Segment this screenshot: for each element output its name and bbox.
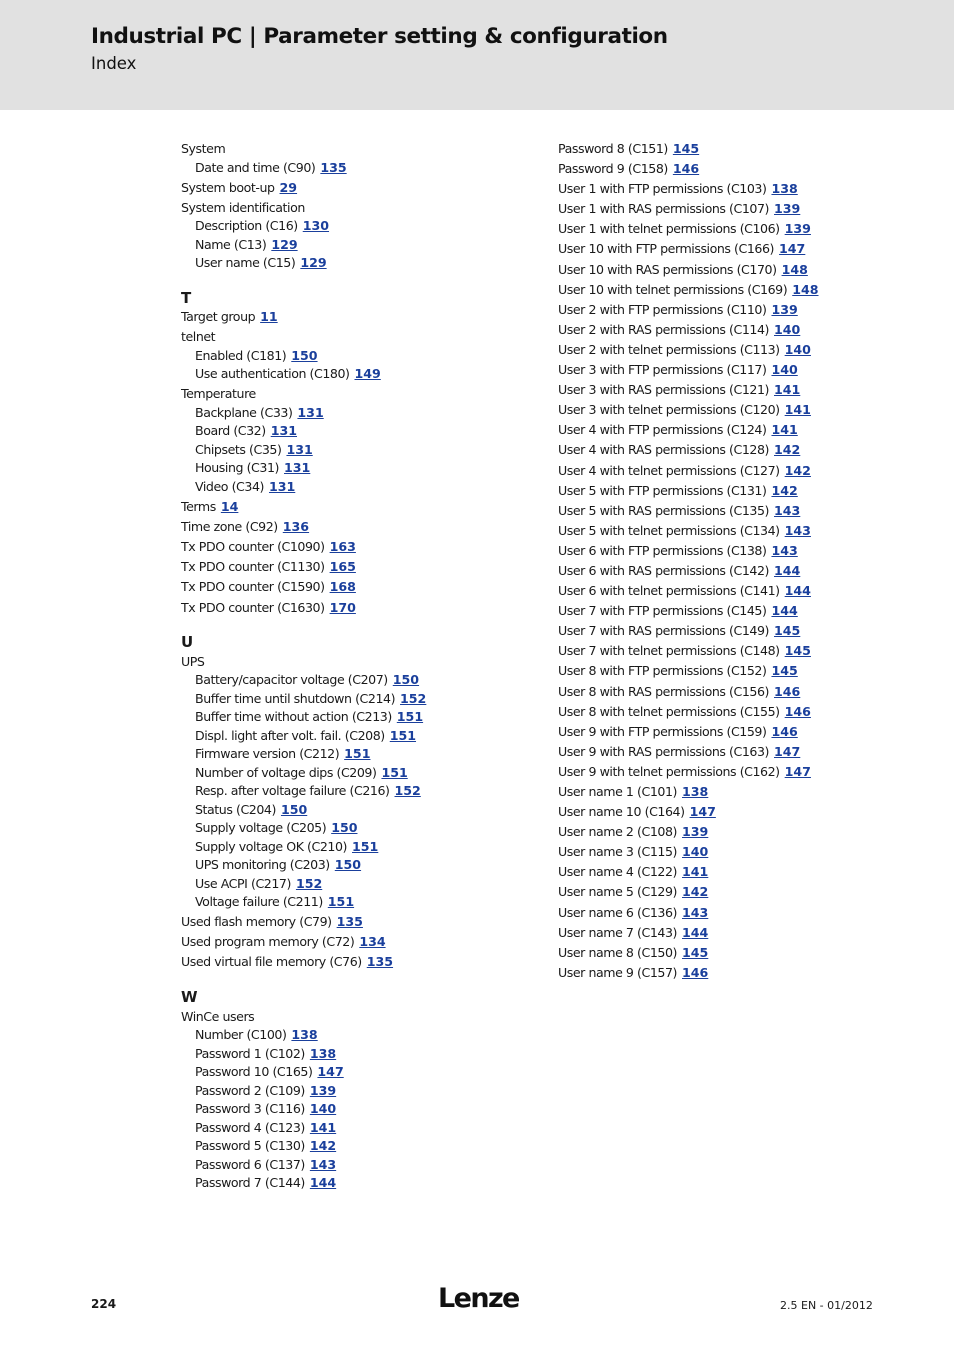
- page-reference-link[interactable]: 151: [381, 764, 408, 780]
- index-entry-text: Time zone (C92): [181, 519, 278, 535]
- index-entry: [558, 301, 928, 320]
- index-letter-heading: T: [181, 288, 192, 307]
- index-entry: [558, 361, 928, 380]
- page-reference-link[interactable]: 135: [366, 954, 394, 970]
- index-entry-text: Number (C100): [195, 1027, 287, 1042]
- index-entry: [558, 441, 928, 460]
- index-entry: [181, 764, 551, 783]
- page-reference-link[interactable]: 129: [300, 255, 327, 271]
- index-entry: [558, 582, 928, 601]
- index-entry: [558, 401, 928, 420]
- index-entry-text: User name 5 (C129): [558, 884, 677, 900]
- page-reference-link[interactable]: 147: [317, 1064, 344, 1079]
- index-entry: [181, 953, 551, 972]
- index-entry: [181, 1100, 551, 1119]
- index-entry: [558, 743, 928, 762]
- index-entry: [558, 261, 928, 280]
- page-reference-link[interactable]: 11: [260, 309, 278, 325]
- index-entry-text: Tx PDO counter (C1130): [181, 559, 325, 575]
- index-entry-text: Enabled (C181): [195, 347, 287, 363]
- index-entry: [181, 254, 551, 273]
- page-reference-link[interactable]: 131: [297, 404, 324, 420]
- index-entry: [181, 1026, 551, 1045]
- page-reference-link[interactable]: 151: [344, 746, 371, 762]
- page-reference-link[interactable]: 139: [682, 824, 709, 840]
- page-reference-link[interactable]: 145: [672, 141, 700, 156]
- index-entry-text: User name 7 (C143): [558, 924, 677, 940]
- page-reference-link[interactable]: 141: [771, 422, 798, 438]
- page-reference-link[interactable]: 170: [329, 599, 356, 615]
- index-entry: [558, 160, 928, 179]
- index-entry-text: User 6 with RAS permissions (C142): [558, 562, 769, 578]
- index-entry: [181, 671, 551, 690]
- page-reference-link[interactable]: 142: [784, 462, 811, 478]
- page-reference-link[interactable]: 152: [394, 783, 421, 799]
- page-reference-link[interactable]: 131: [286, 441, 313, 457]
- index-entry: [181, 459, 551, 478]
- index-entry-text: User name 9 (C157): [558, 964, 677, 980]
- index-entry: [558, 622, 928, 641]
- index-entry-text: Description (C16): [195, 218, 298, 234]
- index-entry-text: Password 8 (C151): [558, 141, 668, 156]
- index-entry-text: Number of voltage dips (C209): [195, 764, 377, 780]
- index-entry-text: User 5 with telnet permissions (C134): [558, 522, 780, 538]
- page-reference-link[interactable]: 144: [784, 583, 811, 599]
- index-entry: [181, 1045, 551, 1064]
- index-entry: [181, 933, 551, 952]
- index-entry: [558, 703, 928, 722]
- page-reference-link[interactable]: 151: [327, 894, 355, 910]
- index-entry: [558, 220, 928, 239]
- page-reference-link[interactable]: 138: [309, 1045, 337, 1061]
- index-entry-text: User 2 with RAS permissions (C114): [558, 321, 769, 337]
- index-entry: [181, 819, 551, 838]
- index-entry-text: User 7 with FTP permissions (C145): [558, 603, 767, 619]
- index-entry: [181, 599, 551, 618]
- index-entry: [558, 321, 928, 340]
- index-entry-text: UPS: [181, 653, 205, 669]
- page-reference-link[interactable]: 138: [682, 784, 709, 799]
- index-entry-text: Password 2 (C109): [195, 1082, 305, 1098]
- page-reference-link[interactable]: 145: [682, 944, 709, 960]
- page-reference-link[interactable]: 138: [771, 181, 798, 197]
- index-entry: [558, 803, 928, 822]
- index-entry-text: Video (C34): [195, 478, 264, 494]
- index-entry: [558, 662, 928, 681]
- index-entry-text: Terms: [181, 499, 216, 515]
- index-entry-text: Supply voltage OK (C210): [195, 838, 348, 854]
- index-entry: [558, 823, 928, 842]
- index-entry-text: System boot-up: [181, 179, 275, 195]
- page-reference-link[interactable]: 163: [329, 539, 356, 555]
- index-entry: [558, 502, 928, 521]
- page-reference-link[interactable]: 146: [774, 683, 801, 699]
- index-column-left: [181, 140, 551, 1193]
- page-reference-link[interactable]: 140: [784, 341, 811, 357]
- index-entry-text: Date and time (C90): [195, 159, 316, 175]
- index-entry-text: telnet: [181, 329, 216, 345]
- index-entry-text: User 10 with telnet permissions (C169): [558, 281, 788, 297]
- page-reference-link[interactable]: 146: [672, 161, 700, 177]
- index-entry-text: Housing (C31): [195, 460, 279, 476]
- index-entry-text: User 4 with RAS permissions (C128): [558, 442, 769, 458]
- index-entry: [181, 441, 551, 460]
- index-entry-text: User 10 with RAS permissions (C170): [558, 261, 777, 277]
- page-reference-link[interactable]: 143: [784, 522, 811, 538]
- page-reference-link[interactable]: 145: [774, 623, 801, 639]
- index-entry-text: User name (C15): [195, 255, 296, 271]
- index-entry: [558, 462, 928, 481]
- index-entry: [181, 801, 551, 820]
- page-reference-link[interactable]: 143: [774, 502, 801, 518]
- index-entry: [558, 783, 928, 802]
- index-entry-text: User 8 with telnet permissions (C155): [558, 703, 780, 719]
- index-entry: [181, 217, 551, 236]
- index-entry: [181, 690, 551, 709]
- index-entry-text: Used program memory (C72): [181, 934, 355, 950]
- index-entry: [181, 538, 551, 557]
- index-entry: [558, 240, 928, 259]
- index-entry-text: User 9 with FTP permissions (C159): [558, 723, 767, 739]
- index-entry: [558, 341, 928, 360]
- index-entry-text: Password 3 (C116): [195, 1101, 305, 1116]
- index-entry: [181, 1174, 551, 1193]
- index-entry-text: User name 2 (C108): [558, 824, 677, 840]
- index-entry-text: User 1 with RAS permissions (C107): [558, 201, 769, 217]
- index-entry-text: User 9 with RAS permissions (C163): [558, 743, 769, 759]
- index-entry: [558, 964, 928, 983]
- index-entry-text: User 6 with telnet permissions (C141): [558, 583, 780, 599]
- index-entry: [181, 578, 551, 597]
- index-entry-text: User 7 with telnet permissions (C148): [558, 643, 780, 659]
- index-entry: [558, 602, 928, 621]
- page-reference-link[interactable]: 147: [774, 743, 801, 759]
- page-reference-link[interactable]: 147: [689, 804, 716, 820]
- index-entry: [181, 838, 551, 857]
- page-reference-link[interactable]: 143: [309, 1156, 337, 1172]
- page-reference-link[interactable]: 144: [774, 562, 801, 578]
- page-reference-link[interactable]: 29: [279, 179, 298, 195]
- index-entry: [558, 562, 928, 581]
- index-entry-text: User name 6 (C136): [558, 904, 677, 920]
- page-reference-link[interactable]: 146: [682, 964, 709, 980]
- index-entry: [181, 328, 551, 347]
- page-reference-link[interactable]: 149: [354, 366, 381, 382]
- index-entry: [181, 385, 551, 404]
- page-reference-link[interactable]: 151: [396, 709, 424, 725]
- index-entry: [181, 745, 551, 764]
- index-entry-text: WinCe users: [181, 1008, 255, 1024]
- index-entry: [558, 863, 928, 882]
- index-entry-text: User 4 with telnet permissions (C127): [558, 462, 780, 478]
- index-entry-text: User name 1 (C101): [558, 784, 677, 799]
- index-entry: [558, 944, 928, 963]
- index-entry: [181, 478, 551, 497]
- page-reference-link[interactable]: 135: [320, 159, 347, 175]
- page-reference-link[interactable]: 141: [682, 864, 709, 880]
- index-entry: [558, 843, 928, 862]
- index-entry-text: Used flash memory (C79): [181, 914, 332, 930]
- index-entry: [181, 179, 551, 198]
- index-entry-text: Tx PDO counter (C1630): [181, 599, 325, 615]
- index-entry-text: Backplane (C33): [195, 404, 293, 420]
- index-entry-text: UPS monitoring (C203): [195, 857, 330, 873]
- page-header: [0, 0, 954, 110]
- index-entry: [558, 381, 928, 400]
- index-entry: [181, 498, 551, 517]
- page-reference-link[interactable]: 144: [309, 1175, 337, 1190]
- page-reference-link[interactable]: 141: [309, 1119, 337, 1135]
- index-entry-text: Temperature: [181, 386, 256, 402]
- index-entry: [181, 1137, 551, 1156]
- page-reference-link[interactable]: 14: [220, 499, 239, 515]
- page-reference-link[interactable]: 134: [359, 934, 386, 950]
- page-reference-link[interactable]: 151: [389, 727, 417, 743]
- page-reference-link[interactable]: 147: [784, 763, 811, 779]
- index-column-right: [558, 140, 928, 982]
- index-entry-text: Battery/capacitor voltage (C207): [195, 672, 388, 688]
- index-entry-text: Password 4 (C123): [195, 1119, 305, 1135]
- index-entry: [181, 913, 551, 932]
- index-entry-text: User 3 with FTP permissions (C117): [558, 362, 767, 378]
- index-entry: [558, 522, 928, 541]
- index-entry-text: Password 7 (C144): [195, 1175, 305, 1190]
- index-entry-text: User 1 with FTP permissions (C103): [558, 181, 767, 197]
- index-entry-text: User 3 with RAS permissions (C121): [558, 382, 769, 398]
- index-entry: [181, 1008, 551, 1027]
- page-reference-link[interactable]: 131: [284, 460, 311, 476]
- index-entry: [558, 200, 928, 219]
- index-entry: [181, 1063, 551, 1082]
- index-entry: [181, 140, 551, 159]
- index-entry: [181, 708, 551, 727]
- index-entry-text: User 5 with RAS permissions (C135): [558, 502, 769, 518]
- index-entry-text: System: [181, 141, 226, 156]
- index-entry-text: User 2 with telnet permissions (C113): [558, 341, 780, 357]
- page-reference-link[interactable]: 143: [682, 904, 709, 920]
- index-entry: [558, 281, 928, 300]
- index-entry-text: Use ACPI (C217): [195, 875, 291, 891]
- index-entry-text: User 8 with RAS permissions (C156): [558, 683, 769, 699]
- index-entry: [558, 763, 928, 782]
- page-reference-link[interactable]: 139: [774, 201, 801, 217]
- index-entry: [558, 482, 928, 501]
- page-reference-link[interactable]: 141: [774, 382, 801, 398]
- page-reference-link[interactable]: 139: [771, 301, 798, 317]
- index-entry-text: Supply voltage (C205): [195, 820, 327, 836]
- index-entry-text: User 2 with FTP permissions (C110): [558, 301, 767, 317]
- page-reference-link[interactable]: 138: [291, 1027, 318, 1042]
- index-entry-text: User name 10 (C164): [558, 804, 685, 820]
- page-reference-link[interactable]: 150: [331, 820, 358, 836]
- index-entry-text: User name 4 (C122): [558, 864, 677, 880]
- index-entry-text: Buffer time until shutdown (C214): [195, 690, 396, 706]
- page-reference-link[interactable]: 131: [268, 478, 296, 494]
- page-reference-link[interactable]: 139: [309, 1082, 337, 1098]
- index-entry-text: User 5 with FTP permissions (C131): [558, 482, 767, 498]
- page-reference-link[interactable]: 146: [771, 723, 798, 739]
- index-entry-text: Buffer time without action (C213): [195, 709, 392, 725]
- page-reference-link[interactable]: 142: [309, 1138, 337, 1153]
- page-reference-link[interactable]: 152: [400, 690, 427, 706]
- page-reference-link[interactable]: 165: [329, 559, 356, 575]
- page-reference-link[interactable]: 148: [781, 261, 808, 277]
- index-entry: [181, 199, 551, 218]
- index-entry-text: System identification: [181, 199, 305, 215]
- page-reference-link[interactable]: 145: [771, 663, 798, 679]
- index-entry-text: Tx PDO counter (C1590): [181, 579, 325, 595]
- index-entry-text: User name 8 (C150): [558, 944, 677, 960]
- index-entry: [181, 404, 551, 423]
- page-reference-link[interactable]: 150: [392, 672, 420, 688]
- page-reference-link[interactable]: 131: [270, 423, 298, 439]
- page-number: 224: [91, 1297, 117, 1311]
- page-reference-link[interactable]: 135: [336, 914, 363, 930]
- index-entry: [558, 542, 928, 561]
- section-title: Index: [91, 54, 137, 73]
- index-letter-heading: U: [181, 633, 194, 652]
- index-entry-text: Chipsets (C35): [195, 441, 282, 457]
- index-entry: [181, 422, 551, 441]
- index-entry-text: Board (C32): [195, 423, 266, 439]
- index-entry: [181, 159, 551, 178]
- page-reference-link[interactable]: 140: [682, 844, 709, 860]
- index-entry: [558, 421, 928, 440]
- index-entry: [181, 308, 551, 327]
- index-entry-text: User 3 with telnet permissions (C120): [558, 402, 780, 418]
- index-entry-text: User 4 with FTP permissions (C124): [558, 422, 767, 438]
- index-entry: [181, 1156, 551, 1175]
- index-entry-text: Name (C13): [195, 236, 267, 252]
- index-entry: [181, 347, 551, 366]
- index-entry-text: Password 9 (C158): [558, 161, 668, 177]
- page-reference-link[interactable]: 141: [784, 402, 811, 418]
- index-entry: [558, 683, 928, 702]
- page-reference-link[interactable]: 142: [774, 442, 801, 458]
- index-entry-text: Password 5 (C130): [195, 1138, 305, 1153]
- index-entry-text: Password 6 (C137): [195, 1156, 305, 1172]
- index-entry-text: Used virtual file memory (C76): [181, 954, 362, 970]
- page-reference-link[interactable]: 146: [784, 703, 811, 719]
- page-reference-link[interactable]: 140: [771, 362, 798, 378]
- index-letter-heading: W: [181, 987, 198, 1006]
- page-reference-link[interactable]: 143: [771, 542, 798, 558]
- index-entry-text: Password 10 (C165): [195, 1064, 313, 1079]
- page-reference-link[interactable]: 150: [291, 347, 318, 363]
- index-entry-text: Target group: [181, 309, 256, 325]
- page-reference-link[interactable]: 140: [774, 321, 801, 337]
- page-reference-link[interactable]: 145: [784, 643, 811, 659]
- index-entry-text: User 1 with telnet permissions (C106): [558, 221, 780, 237]
- index-entry-text: Status (C204): [195, 801, 276, 817]
- index-entry: [558, 723, 928, 742]
- index-entry-text: User 10 with FTP permissions (C166): [558, 241, 775, 257]
- page-reference-link[interactable]: 130: [302, 218, 330, 234]
- index-entry-text: User 9 with telnet permissions (C162): [558, 763, 780, 779]
- page-reference-link[interactable]: 144: [771, 603, 798, 619]
- index-entry-text: Tx PDO counter (C1090): [181, 539, 325, 555]
- index-entry-text: User name 3 (C115): [558, 844, 677, 860]
- page-reference-link[interactable]: 150: [280, 801, 308, 817]
- page-reference-link[interactable]: 152: [295, 875, 323, 891]
- index-entry: [558, 140, 928, 159]
- index-entry: [181, 1082, 551, 1101]
- index-entry: [181, 1119, 551, 1138]
- index-entry-text: Password 1 (C102): [195, 1045, 305, 1061]
- index-entry: [181, 518, 551, 537]
- index-entry: [558, 180, 928, 199]
- index-entry: [558, 883, 928, 902]
- index-entry: [181, 893, 551, 912]
- index-entry-text: User 6 with FTP permissions (C138): [558, 542, 767, 558]
- page-reference-link[interactable]: 139: [784, 221, 811, 237]
- index-entry: [181, 236, 551, 255]
- index-entry-text: User 8 with FTP permissions (C152): [558, 663, 767, 679]
- page-reference-link[interactable]: 142: [682, 884, 709, 900]
- index-entry-text: Firmware version (C212): [195, 746, 340, 762]
- index-entry-text: Displ. light after volt. fail. (C208): [195, 727, 385, 743]
- lenze-logo: Lenze: [438, 1283, 519, 1314]
- page-reference-link[interactable]: 136: [282, 519, 310, 535]
- index-entry: [181, 653, 551, 672]
- index-entry: [558, 642, 928, 661]
- index-entry-text: Resp. after voltage failure (C216): [195, 783, 390, 799]
- page-reference-link[interactable]: 150: [334, 857, 362, 873]
- page-reference-link[interactable]: 129: [271, 236, 298, 252]
- index-entry: [181, 365, 551, 384]
- page-reference-link[interactable]: 144: [682, 924, 709, 940]
- document-title: Industrial PC | Parameter setting & configuration: [91, 24, 668, 49]
- index-entry: [558, 924, 928, 943]
- document-version: 2.5 EN - 01/2012: [780, 1299, 873, 1312]
- index-entry-text: User 7 with RAS permissions (C149): [558, 623, 769, 639]
- index-entry: [558, 904, 928, 923]
- page-reference-link[interactable]: 168: [329, 579, 356, 595]
- index-entry: [181, 875, 551, 894]
- page-reference-link[interactable]: 151: [352, 838, 379, 854]
- page-reference-link[interactable]: 148: [792, 281, 819, 297]
- index-entry: [181, 727, 551, 746]
- page-reference-link[interactable]: 140: [309, 1101, 337, 1116]
- page-reference-link[interactable]: 147: [779, 241, 806, 257]
- page-reference-link[interactable]: 142: [771, 482, 798, 498]
- index-entry-text: Voltage failure (C211): [195, 894, 323, 910]
- index-entry-text: Use authentication (C180): [195, 366, 350, 382]
- index-entry: [181, 558, 551, 577]
- index-entry: [181, 856, 551, 875]
- index-entry: [181, 782, 551, 801]
